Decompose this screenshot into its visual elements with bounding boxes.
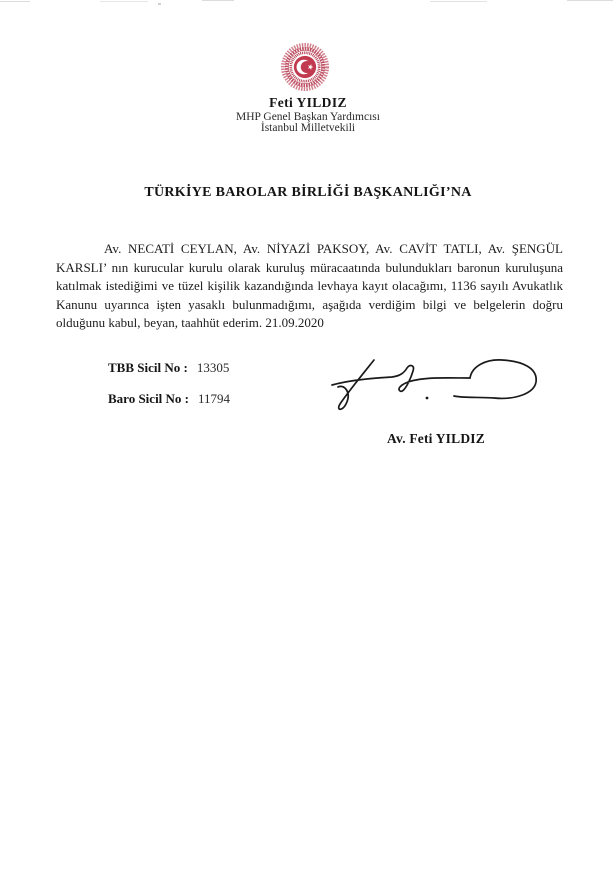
scan-artifact: [100, 1, 148, 2]
handwritten-signature: [330, 354, 542, 412]
sender-constituency: İstanbul Milletvekili: [260, 122, 356, 134]
scan-artifact: [0, 1, 30, 2]
registry-row-baro: [108, 391, 230, 407]
letterhead: [0, 96, 616, 134]
sender-role: MHP Genel Başkan Yardımcısı: [236, 110, 380, 123]
letter-body: Av. NECATİ CEYLAN, Av. NİYAZİ PAKSOY, Av. CAVİT TATLI, Av. ŞENGÜL KARSLI’ nın kurucular kurulu olarak kuruluş müracaatında bulundukları baronun kuruluşuna katılmak istediğimi ve tüzel kişilik kazandığında levhaya kayıt olacağımı, 1136 sayılı Avukatlık Kanunu uyarınca işten yasaklı bulunmadığımı, aşağıda verdiğim bilgi ve belgelerin doğru olduğunu kabul, beyan, taahhüt ederim. 21.09.2020: [56, 241, 563, 331]
tbmm-parliament-seal-icon: [280, 42, 330, 92]
recipient-title: TÜRKİYE BAROLAR BİRLİĞİ BAŞKANLIĞI’NA: [144, 185, 472, 200]
scan-artifact: [202, 0, 234, 1]
tbb-sicil-label: TBB Sicil No :: [108, 360, 188, 375]
baro-sicil-value: 11794: [198, 391, 231, 406]
baro-sicil-label: Baro Sicil No :: [108, 391, 190, 406]
scan-artifact: [158, 3, 161, 5]
scan-artifact: [567, 0, 613, 1]
tbb-sicil-value: 13305: [196, 360, 230, 375]
registry-row-tbb: [108, 360, 230, 376]
scan-artifact: [430, 1, 487, 2]
signatory-name: Av. Feti YILDIZ: [387, 431, 485, 446]
registry-block: [108, 360, 230, 422]
sender-name: Feti YILDIZ: [269, 95, 347, 110]
